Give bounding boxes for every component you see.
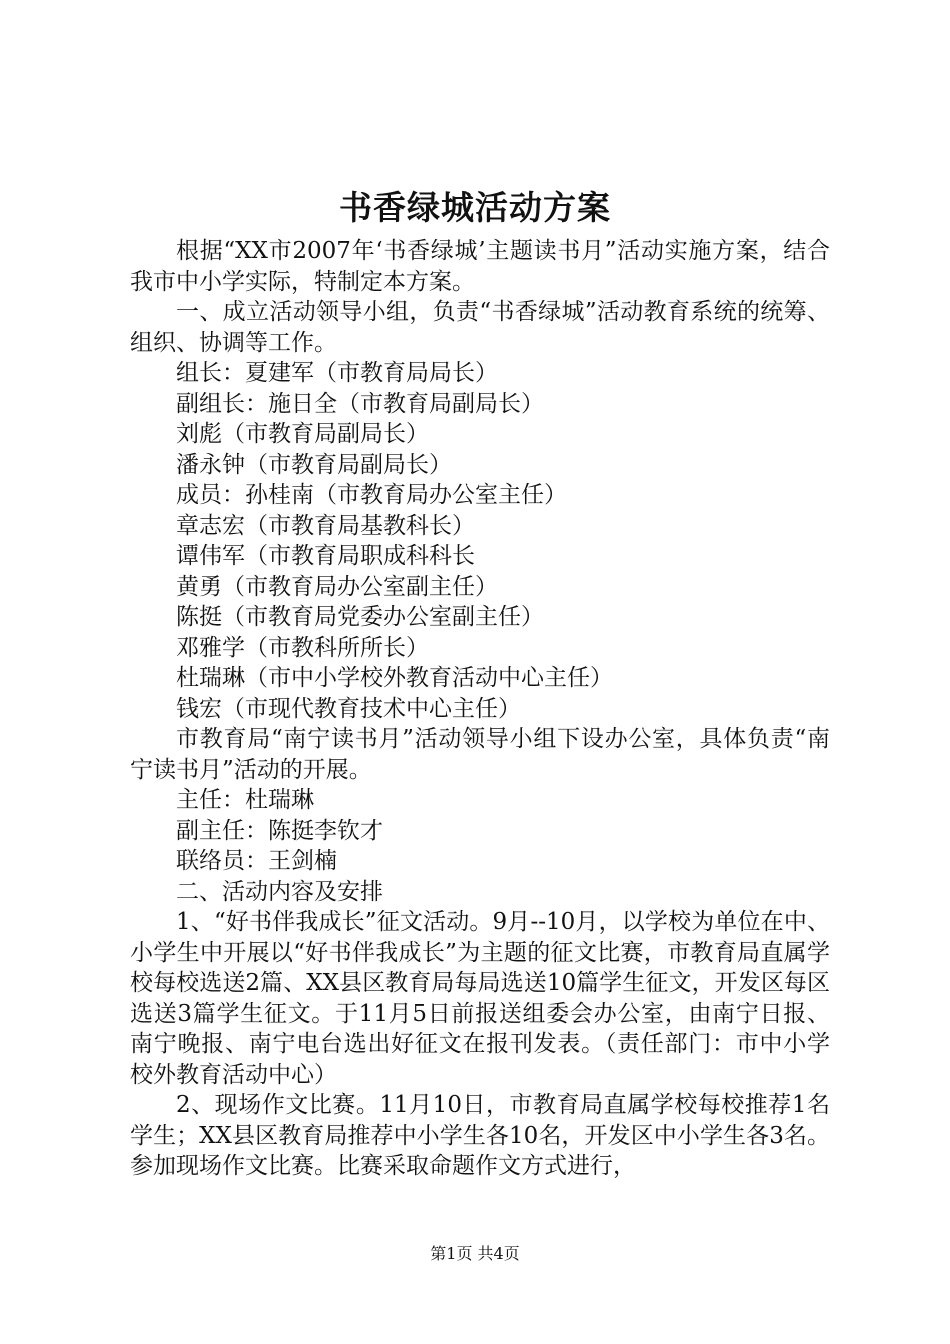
paragraph-deputy-director: 副主任：陈挺李钦才 (176, 817, 383, 844)
paragraph-member-chen: 陈挺（市教育局党委办公室副主任） (176, 604, 544, 630)
paragraph-leader: 组长：夏建军（市教育局局长） (176, 360, 498, 386)
paragraph-member-qian: 钱宏（市现代教育技术中心主任） (176, 695, 521, 722)
paragraph-onsite-contest: 2、现场作文比赛。11月10日，市教育局直属学校每校推荐1名学生；XX县区教育局推荐中小学生各10名，开发区中小学生各3名。参加现场作文比赛。比赛采取命题作文方式进行， (130, 1092, 830, 1179)
paragraph-member-huang: 黄勇（市教育局办公室副主任） (176, 573, 498, 600)
document-title: 书香绿城活动方案 (339, 188, 611, 227)
paragraph-intro: 根据“XX市2007年‘书香绿城’主题读书月”活动实施方案，结合我市中小学实际，特制定本方案。 (130, 238, 830, 295)
paragraph-section-2: 二、活动内容及安排 (176, 878, 383, 905)
paragraph-liaison: 联络员：王剑楠 (176, 848, 337, 874)
paragraph-member-tan: 谭伟军（市教育局职成科科长 (176, 543, 475, 569)
paragraph-section-1: 一、成立活动领导小组，负责“书香绿城”活动教育系统的统筹、组织、协调等工作。 (130, 299, 830, 356)
document-body (130, 236, 830, 1182)
paragraph-deputy-leader: 副组长：施日全（市教育局副局长） (176, 390, 544, 417)
page-footer: 第1页 共4页 (430, 1244, 520, 1263)
paragraph-member-zhang: 章志宏（市教育局基教科长） (176, 512, 475, 539)
paragraph-member-pan: 潘永钟（市教育局副局长） (176, 451, 452, 478)
paragraph-member-deng: 邓雅学（市教科所所长） (176, 634, 429, 661)
paragraph-members: 成员：孙桂南（市教育局办公室主任） (176, 482, 567, 508)
paragraph-director: 主任：杜瑞琳 (176, 787, 314, 813)
paragraph-member-liu: 刘彪（市教育局副局长） (176, 421, 429, 447)
paragraph-member-du: 杜瑞琳（市中小学校外教育活动中心主任） (176, 665, 613, 691)
paragraph-office: 市教育局“南宁读书月”活动领导小组下设办公室，具体负责“南宁读书月”活动的开展。 (130, 726, 830, 783)
paragraph-essay-activity: 1、“好书伴我成长”征文活动。9月--10月，以学校为单位在中、小学生中开展以“好书伴我成长”为主题的征文比赛，市教育局直属学校每校选送2篇、XX县区教育局每局选送10篇学生征文，开发区每区选送3篇学生征文。于11月5日前报送组委会办公室，由南宁日报、南宁晚报、南宁电台选出好征文在报刊发表。（责任部门：市中小学校外教育活动中心） (130, 909, 830, 1088)
